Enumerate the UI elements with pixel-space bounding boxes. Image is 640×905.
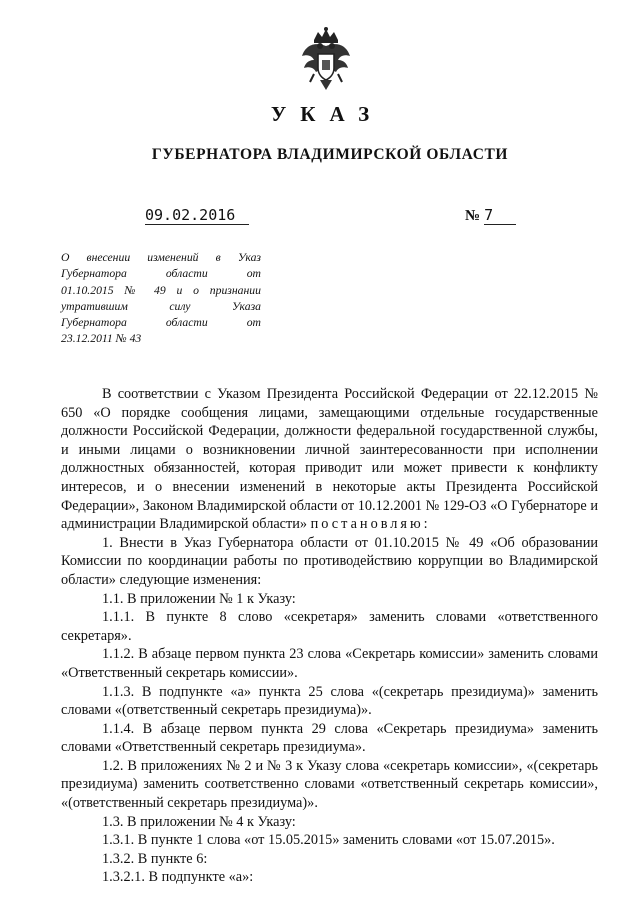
body-paragraph: 1.3.1. В пункте 1 слова «от 15.05.2015» заменить словами «от 15.07.2015». bbox=[102, 832, 555, 849]
body-paragraph: 1.2. В приложениях № 2 и № 3 к Указу слова «секретарь комиссии», «(секретарь президиума) заменить соответственно словами «ответственный секретарь комиссии», «(ответственный секретарь президиума)». bbox=[61, 757, 598, 812]
document-date: 09.02.2016 bbox=[145, 206, 249, 225]
body-paragraph: 1.1.4. В абзаце первом пункта 29 слова «Секретарь президиума» заменить словами «Ответственный секретарь президиума». bbox=[61, 720, 598, 756]
number-sign: № bbox=[465, 208, 481, 224]
subject-line: О внесении изменений в Указ bbox=[61, 251, 261, 264]
subject-line: Губернатора области от bbox=[61, 267, 261, 281]
document-type-title: УКАЗ bbox=[270, 102, 384, 126]
preamble-action: постановляю: bbox=[310, 516, 431, 533]
subject-line: 01.10.2015 № 49 и о признании bbox=[61, 283, 261, 297]
preamble-paragraph bbox=[61, 385, 598, 534]
body-paragraph: 1.3.2. В пункте 6: bbox=[102, 850, 208, 867]
document-body bbox=[61, 385, 598, 887]
subject-line: Губернатора области от bbox=[61, 316, 261, 330]
body-paragraph: 1.1.2. В абзаце первом пункта 23 слова «Секретарь комиссии» заменить словами «Ответственный секретарь комиссии». bbox=[61, 646, 598, 681]
subject-line: утратившим силу Указа bbox=[61, 299, 261, 313]
coat-of-arms-icon bbox=[300, 26, 352, 92]
body-paragraph: 1.1.3. В подпункте «а» пункта 25 слова «(секретарь президиума)» заменить словами «(ответственный секретарь президиума)». bbox=[61, 683, 598, 719]
body-paragraph: 1. Внести в Указ Губернатора области от 01.10.2015 № 49 «Об образовании Комиссии по координации работы по противодействию коррупции во Владимирской области» следующие изменения: bbox=[61, 534, 598, 588]
body-paragraph: 1.3.2.1. В подпункте «а»: bbox=[102, 869, 254, 886]
preamble-text: В соответствии с Указом Президента Российской Федерации от 22.12.2015 № 650 «О порядке сообщения лицами, замещающими отдельные государственные должности Российской Федерации, должности федеральной государственной службы, и иными лицами о возникновении личной заинтересованности при исполнении должностных обязанностей, которая приводит или может привести к конфликту интересов, и о внесении изменений в некоторые акты Президента Российской Федерации», Законом Владимирской области от 10.12.2001 № 129-ОЗ «О Губернаторе и администрации Владимирской области» bbox=[61, 386, 598, 533]
body-paragraph: 1.1.1. В пункте 8 слово «секретаря» заменить словами «ответственного секретаря». bbox=[61, 609, 598, 644]
subject-line: 23.12.2011 № 43 bbox=[61, 332, 142, 346]
document-author: ГУБЕРНАТОРА ВЛАДИМИРСКОЙ ОБЛАСТИ bbox=[151, 146, 509, 163]
document-number bbox=[465, 206, 516, 225]
body-paragraph: 1.3. В приложении № 4 к Указу: bbox=[102, 813, 296, 830]
body-paragraph: 1.1. В приложении № 1 к Указу: bbox=[102, 590, 296, 607]
document-subject bbox=[61, 250, 261, 348]
number-value: 7 bbox=[484, 206, 516, 225]
